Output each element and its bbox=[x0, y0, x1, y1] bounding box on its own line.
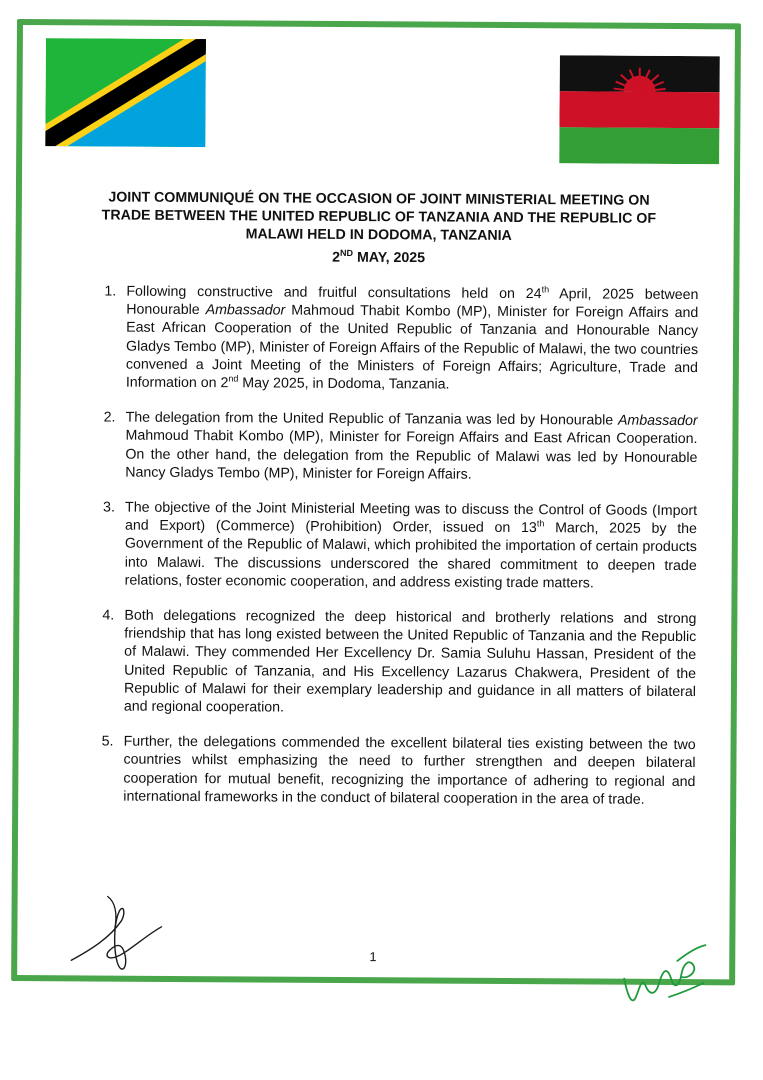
paragraph-number: 3. bbox=[103, 499, 115, 516]
paragraph-italic: Ambassador bbox=[205, 302, 286, 319]
title-line-1: JOINT COMMUNIQUÉ ON THE OCCASION OF JOINT MINISTERIAL MEETING ON bbox=[108, 189, 650, 209]
signature-initials-right bbox=[619, 939, 709, 1015]
paragraph-4 bbox=[96, 606, 697, 719]
paragraph-number: 5. bbox=[101, 733, 114, 750]
paragraph-1 bbox=[98, 282, 699, 395]
paragraph-number: 1. bbox=[104, 283, 117, 300]
paragraph-text: Mahmoud Thabit Kombo (MP), Minister for Foreign Affairs and East African Cooperation. On the other hand, the delegation from the Republic of Malawi was led by Honourable Nancy Gladys Tembo (MP), Minister for Foreign Affairs. bbox=[125, 428, 698, 483]
malawi-flag-green bbox=[559, 127, 719, 164]
paragraph-list bbox=[95, 282, 698, 826]
paragraph-italic: Ambassador bbox=[617, 412, 698, 430]
paragraph-text: Both delegations recognized the deep historical and brotherly relations and strong friendship that has long existed between the United Republic of Tanzania and the Republic of Malawi. They commended Her Excellency Dr. Samia Suluhu Hassan, President of the United Republic of Tanzania, and His Excellency Lazarus Chakwera, President of the Republic of Malawi for their exemplary leadership and guidance in all matters of bilateral and regional cooperation. bbox=[123, 607, 697, 716]
paragraph-3 bbox=[97, 498, 698, 593]
title-date-suffix: ND bbox=[340, 247, 354, 258]
page-number: 1 bbox=[369, 949, 377, 965]
malawi-flag bbox=[559, 55, 720, 164]
ordinal-suffix: th bbox=[536, 518, 545, 529]
paragraph-text: The delegation from the United Republic of Tanzania was led by Honourable bbox=[125, 409, 619, 429]
tanzania-flag bbox=[45, 38, 206, 147]
document-page bbox=[24, 30, 725, 974]
paragraph-text: Further, the delegations commended the excellent bilateral ties existing between the two countries whilst emphasizing the need to further strengthen and deepen bilateral cooperation for mutual benefit, recognizing the importance of adhering to regional and international frameworks in the conduct of bilateral cooperation in the area of trade. bbox=[123, 733, 696, 808]
title-date-rest: MAY, 2025 bbox=[352, 249, 426, 267]
paragraph-text: May 2025, in Dodoma, Tanzania. bbox=[238, 375, 450, 393]
title-date-day: 2 bbox=[332, 249, 341, 266]
title-line-2: TRADE BETWEEN THE UNITED REPUBLIC OF TANZANIA AND THE REPUBLIC OF bbox=[101, 207, 657, 227]
ordinal-suffix: nd bbox=[228, 373, 239, 384]
paragraph-text: The objective of the Joint Ministerial Meeting was to discuss the Control of Goods (Import and Export) (Commerce) (Prohibition) Order, issued on 13 bbox=[124, 499, 698, 537]
malawi-flag-red bbox=[559, 91, 719, 128]
paragraph-2 bbox=[97, 409, 697, 485]
title-line-3: MALAWI HELD IN DODOMA, TANZANIA bbox=[245, 226, 512, 244]
paragraph-number: 2. bbox=[103, 409, 116, 426]
title-date bbox=[69, 242, 689, 269]
paragraph-text: Following constructive and fruitful consultations held on 24 bbox=[126, 283, 542, 303]
communique-title bbox=[69, 188, 689, 269]
paragraph-5 bbox=[95, 733, 695, 809]
paragraph-text: March, 2025 by the Government of the Republic of Malawi, which prohibited the importation of certain products into Malawi. The discussions underscored the shared commitment to deepen trade relations, foster economic cooperation, and address existing trade matters. bbox=[124, 520, 698, 592]
paragraph-number: 4. bbox=[102, 607, 115, 624]
paragraph-text: Mahmoud Thabit Kombo (MP), Minister for Foreign Affairs and East African Cooperation of the United Republic of Tanzania and Honourable Nancy Gladys Tembo (MP), Minister of Foreign Affairs of the Republic of Malawi, the two countries convened a Joint Meeting of the Ministers of Foreign Affairs; Agriculture, Trade and Information on 2 bbox=[125, 302, 699, 392]
signature-initials-left bbox=[69, 890, 165, 981]
paragraph-text: April, 2025 between Honourable bbox=[126, 286, 699, 319]
ordinal-suffix: th bbox=[541, 284, 550, 295]
